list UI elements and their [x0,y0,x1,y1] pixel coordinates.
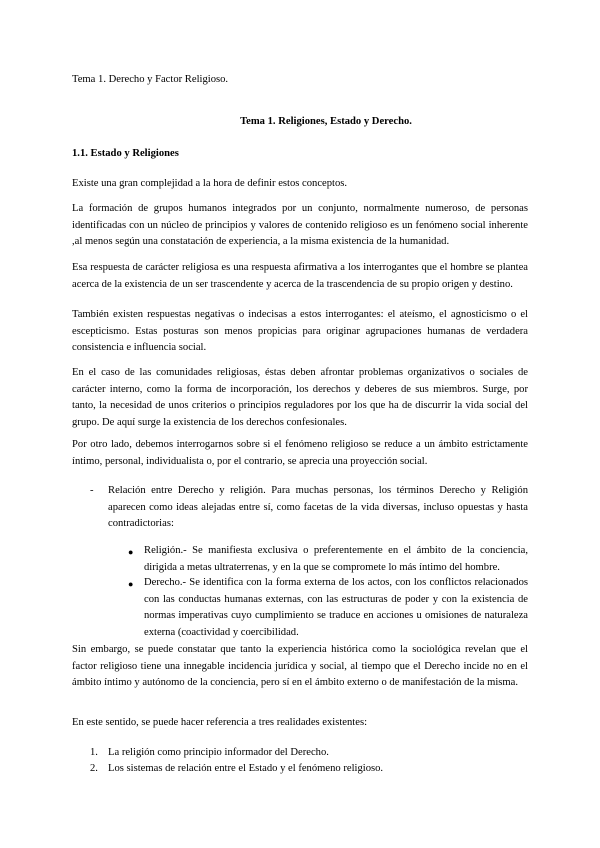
numbered-item-1: La religión como principio informador del Derecho. [108,747,329,758]
paragraph-2: La formación de grupos humanos integrados por un conjunto, normalmente numeroso, de personas identificadas con un núcleo de principios y valores de contenido religioso es un fenómeno social inherente ,al menos según una constatación de experiencia, a la misma existencia de la humanidad. [72,203,528,248]
numbered-item-2: Los sistemas de relación entre el Estado y el fenómeno religioso. [108,763,384,774]
numbered-marker-1: 1. [90,747,98,758]
paragraph-1: Existe una gran complejidad a la hora de definir estos conceptos. [72,178,348,189]
section-heading: 1.1. Estado y Religiones [72,148,179,159]
paragraph-6: Por otro lado, debemos interrogarnos sobre si el fenómeno religioso se reduce a un ámbito estrictamente íntimo, personal, individualista o, por el contrario, se aprecia una proyección social. [72,439,528,467]
paragraph-7: Sin embargo, se puede constatar que tanto la experiencia histórica como la sociológica revelan que el factor religioso tiene una innegable incidencia jurídica y social, al tiempo que el Derecho incide no en el ámbito íntimo y autónomo de la conciencia, pero sí en el ámbito externo o de manifestación de la misma. [72,644,528,689]
document-title-text: Tema 1. Religiones, Estado y Derecho. [240,116,412,127]
paragraph-8: En este sentido, se puede hacer referencia a tres realidades existentes: [72,717,368,728]
dash-item-text: Relación entre Derecho y religión. Para muchas personas, los términos Derecho y Religión aparecen como ideas alejadas entre sí, como facetas de la vida diversas, incluso opuestas y hasta contradictorias: [108,485,528,530]
bullet-item-derecho: Derecho.- Se identifica con la forma externa de los actos, con los conflictos relacionados con las conductas humanas externas, con las estructuras de poder y con la existencia de normas imperativas cuyo cumplimiento se traduce en acciones u omisiones de naturaleza externa (coactividad y coercibilidad. [144,577,528,638]
bullet-marker-1: ● [128,547,134,557]
bullet-item-religion: Religión.- Se manifiesta exclusiva o preferentemente en el ámbito de la conciencia, dirigida a metas ultraterrenas, y en la que se compromete lo más íntimo del hombre. [144,545,528,573]
numbered-marker-2: 2. [90,763,98,774]
paragraph-4: También existen respuestas negativas o indecisas a estos interrogantes: el ateísmo, el agnosticismo o el escepticismo. Estas posturas son menos propicias para originar agrupaciones humanas de verdadera consistencia e influencia social. [72,309,528,354]
running-header: Tema 1. Derecho y Factor Religioso. [72,74,229,85]
bullet-marker-2: ● [128,579,134,589]
paragraph-5: En el caso de las comunidades religiosas, éstas deben afrontar problemas organizativos o sociales de carácter interno, como la forma de incorporación, los derechos y deberes de sus miembros. Surge, por tanto, la necesidad de unos criterios o principios reguladores por los que ha de discurrir la vida social del grupo. De aquí surge la existencia de los derechos confesionales. [72,367,528,428]
dash-marker: - [90,485,94,496]
paragraph-3: Esa respuesta de carácter religiosa es una respuesta afirmativa a los interrogantes que el hombre se plantea acerca de la existencia de un ser trascendente y acerca de la trascendencia de su propio origen y destino. [72,262,528,290]
document-title [72,114,528,131]
